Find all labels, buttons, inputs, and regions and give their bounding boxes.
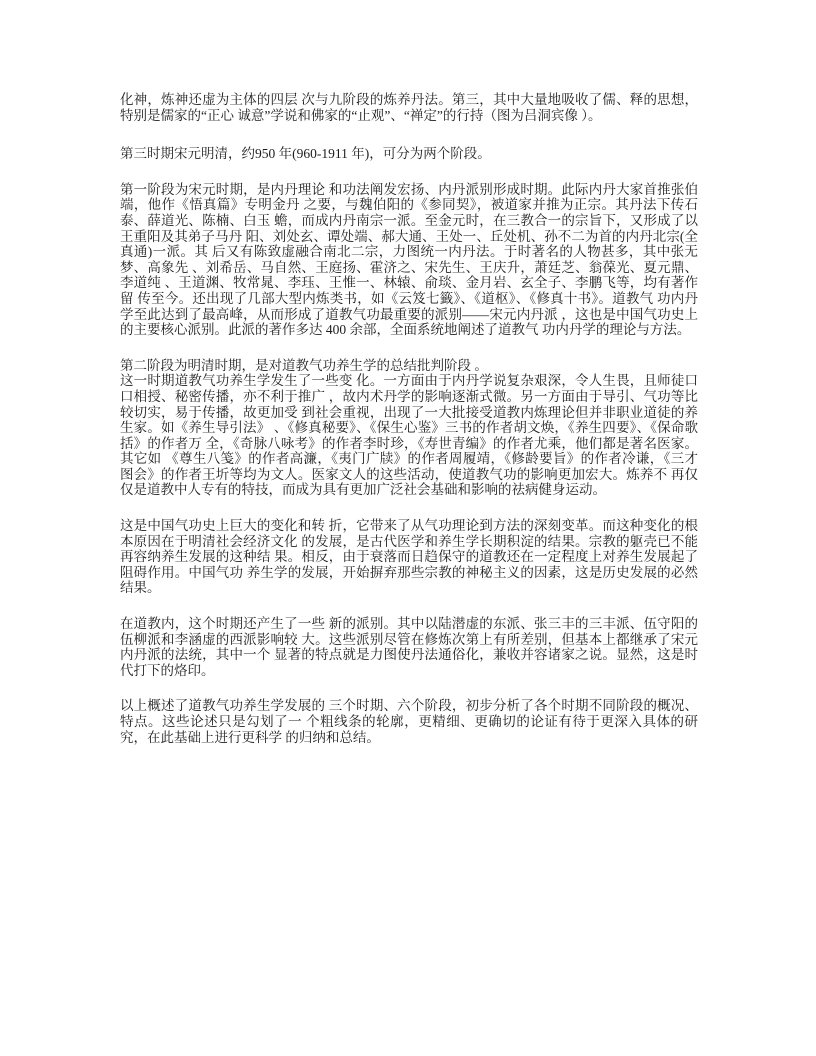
paragraph-8: 以上概述了道教气功养生学发展的 三个时期、六个阶段，初步分析了各个时期不同阶段的概况、特点。这些论述只是勾划了一 个粗线条的轮廓，更精细、更确切的论证有待于更深入具体的研究，在此基础上进行更科学 的归纳和总结。 xyxy=(120,698,698,745)
paragraph-2: 第三时期宋元明清，约950 年(960-1911 年)，可分为两个阶段。 xyxy=(120,146,491,162)
paragraph-1: 化神，炼神还虚为主体的四层 次与九阶段的炼养丹法。第三，其中大量地吸收了儒、释的思想，特别是儒家的“正心 诚意”学说和佛家的“止观”、“禅定”的行持（图为吕洞宾像 ）。 xyxy=(120,92,698,123)
paragraph-7: 在道教内，这个时期还产生了一些 新的派别。其中以陆潜虚的东派、张三丰的三丰派、伍守阳的伍柳派和李涵虚的西派影响较 大。这些派别尽管在修炼次第上有所差别，但基本上都继承了宋元内丹派的法统，其中一个 显著的特点就是力图使丹法通俗化，兼收并容诸家之说。显然，这是时代打下的烙印。 xyxy=(120,616,698,678)
paragraph-3: 第一阶段为宋元时期，是内丹理论 和功法阐发宏扬、内丹派别形成时期。此际内丹大家首推张伯端，他作《悟真篇》专明金丹 之要，与魏伯阳的《参同契》，被道家并推为正宗。其丹法下传石泰、薛道光、陈楠、白玉 蟾，而成内丹南宗一派。至金元时，在三教合一的宗旨下，又形成了以王重阳及其弟子马丹 阳、刘处玄、谭处端、郝大通、王处一、丘处机、孙不二为首的内丹北宗(全真通)一派。其 后又有陈致虚融合南北二宗，力图统一内丹法。于时著名的人物甚多，其中张无梦、高象先 、刘希岳、马自然、王庭扬、霍济之、宋先生、王庆升，萧廷芝、翁葆光、夏元鼎、李道纯 、王道渊、牧常晁、李珏、王惟一、林辕、俞琰、金月岩、玄全子、李鹏飞等，均有著作留 传至今。还出现了几部大型内炼类书，如《云笈七籤》、《道枢》、《修真十书》。道教气 功内丹学至此达到了最高峰，从而形成了道教气功最重要的派别——宋元内丹派 ，这也是中国气功史上的主要核心派别。此派的著作多达 400 余部，全面系统地阐述了道教气 功内丹学的理论与方法。 xyxy=(120,181,698,338)
text-block xyxy=(120,92,698,765)
paragraph-6: 这是中国气功史上巨大的变化和转 折，它带来了从气功理论到方法的深刻变革。而这种变化的根本原因在于明清社会经济文化 的发展，是古代医学和养生学长期积淀的结果。宗教的躯壳已不能再容纳养生发展的这种结 果。相反，由于衰落而日趋保守的道教还在一定程度上对养生发展起了阻碍作用。中国气功 养生学的发展，开始摒弃那些宗教的神秘主义的因素，这是历史发展的必然结果。 xyxy=(120,518,698,596)
paragraph-4: 第二阶段为明清时期，是对道教气功养生学的总结批判阶段 。 xyxy=(120,357,488,373)
paragraph-5: 这一时期道教气功养生学发生了一些变 化。一方面由于内丹学说复杂艰深，令人生畏，且师徒口口相授、秘密传播，亦不利于推广 ，故内术丹学的影响逐渐式微。另一方面由于导引、气功等比较切实，易于传播，故更加受 到社会重视，出现了一大批接受道教内炼理论但并非职业道徒的养生家。如《养生导引法》 、《修真秘要》、《保生心鉴》三书的作者胡文焕，《养生四要》、《保命歌括》的作者万 全，《奇脉八咏考》的作者李时珍，《寿世青编》的作者尤乘，他们都是著名医家。其它如 《尊生八笺》的作者高濂，《夷门广牍》的作者周履靖，《修龄要旨》的作者冷谦，《三才 图会》的作者王圻等均为文人。医家文人的这些活动，使道教气功的影响更加宏大。炼养不 再仅仅是道教中人专有的特技，而成为具有更加广泛社会基础和影响的祛病健身运动。 xyxy=(120,373,698,498)
